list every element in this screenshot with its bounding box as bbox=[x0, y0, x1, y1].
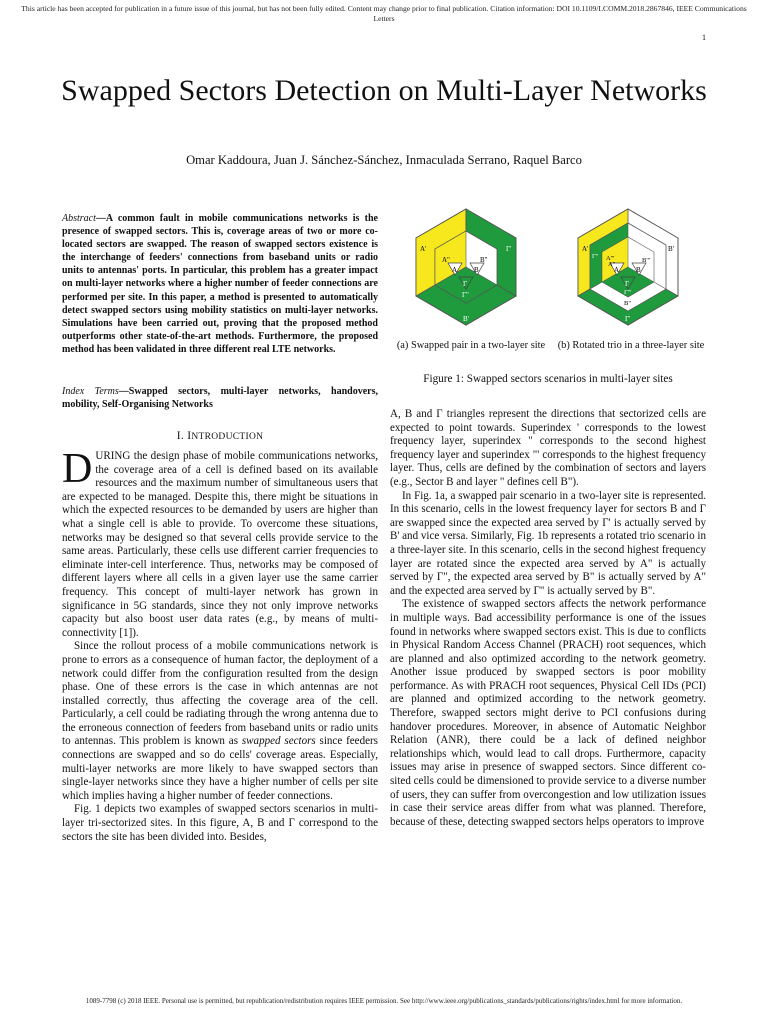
index-terms-text: —Swapped sectors, multi-layer networks, handovers, mobility, Self-Organising Networks bbox=[62, 386, 378, 411]
paragraph-intro-2-text-cont: since feeders connections are swapped and so do cells' coverage areas. Especially, multi-layer networks are more likely to have swapped sectors than single-layer networks since they have a higher number of cells per site which implies having a higher number of feeder connections. bbox=[62, 735, 378, 802]
paragraph-intro-1 bbox=[62, 446, 378, 640]
label-b-gamma: Γ bbox=[625, 280, 630, 288]
paragraph-intro-3: Fig. 1 depicts two examples of swapped sectors scenarios in multi-layer tri-sectorized sites. In this figure, A, B and Γ correspond to the sectors the site has been divided into. Besides, bbox=[62, 803, 378, 843]
page-number: 1 bbox=[702, 33, 706, 42]
paragraph-right-3: The existence of swapped sectors affects the network performance in multiple ways. Bad accessibility performance is one of the issues found in networks where swapped sectors exist. This is due to conflicts in Physical Random Access Channel (PRACH) root sequences, which are planned and also optimized according to the network geometry. Another issue produced by swapped sectors is poor mobility performance. As with PRACH root sequences, Physical Cell IDs (PCI) are planned and optimized according to the network geometry. Therefore, swapped sectors might derive to PCI confusions during handover procedures. Moreover, in absence of Automatic Neighbor Relation (ANR), there could be a lack of defined neighbor relationships which, would lead to call drops. Furthermore, capacity issues may arise in presence of swapped sectors. Since different co-sited cells could be dimensioned to provide service to a diverse number of users, they can suffer from overcongestion and low utilization issues in case their service areas differ from what was planned. Therefore, because of these, detecting swapped sectors helps operators to improve bbox=[390, 598, 706, 828]
paragraph-intro-1-text: URING the design phase of mobile communications networks, the coverage area of a cell is defined based on its available resources and the maximum number of simultaneous users that are expected to be managed. Despite this, there might be situations in which the expected resources to be demanded by users are higher than what a single cell is able to provide. To overcome these situations, networks may be designed so that several cells provide service to the same areas. Particularly, these cells use different carrier frequencies to eliminate inter-cell interference. Thus, networks may be composed of different layers where all cells in a given layer use the same carrier frequency. This concept of multi-layer network has grown in significance in 5G standards, since they not only improve networks capacity but also boost user data rates (e.g., by means of multi-connectivity [1]). bbox=[62, 450, 378, 639]
copyright-footer: 1089-7798 (c) 2018 IEEE. Personal use is permitted, but republication/redistribution requires IEEE permission. See http://www.ieee.org/publications_standards/publications/rights/index.html for more information. bbox=[85, 997, 683, 1005]
label-b-a: A bbox=[614, 266, 620, 274]
abstract-label: Abstract bbox=[62, 213, 96, 224]
label-b-a-triple-prime: A'" bbox=[606, 255, 615, 262]
label-b-gamma-triple-prime: Γ'" bbox=[624, 289, 632, 296]
abstract-text: —A common fault in mobile communications networks is the presence of swapped sectors. This is, coverage areas of two or more co-located sectors are swapped. The reason of swapped sectors existence is the interchange of feeders' connections from baseband units or radio units to antennas' ports. In particular, this problem has a greater impact on multi-layer networks where a higher number of feeder connections are performed per site. In this paper, a method is presented to automatically detect swapped sectors using mobility statistics on multi-layer networks. Simulations have been carried out, proving that the proposed method outperforms other state-of-the-art methods. Furthermore, the proposed method has been validated in three different real LTE networks. bbox=[62, 213, 378, 355]
label-b-gamma-prime: Γ' bbox=[625, 315, 631, 323]
drop-cap: D bbox=[62, 446, 93, 492]
label-gamma-double-prime: Γ" bbox=[462, 291, 469, 299]
label-b-b-double-prime: B" bbox=[624, 300, 631, 307]
index-terms bbox=[62, 385, 378, 411]
label-a-double-prime: A" bbox=[442, 256, 450, 264]
author-list: Omar Kaddoura, Juan J. Sánchez-Sánchez, Inmaculada Serrano, Raquel Barco bbox=[186, 153, 582, 167]
figure-1a-caption: (a) Swapped pair in a two-layer site bbox=[396, 340, 546, 351]
paragraph-intro-2 bbox=[62, 640, 378, 803]
label-b-prime: B' bbox=[463, 315, 469, 323]
label-b-b: B bbox=[636, 266, 641, 274]
label-gamma: Γ bbox=[463, 280, 468, 288]
section-number: I. bbox=[176, 430, 185, 442]
index-terms-label: Index Terms bbox=[62, 386, 119, 397]
label-b-gamma-double-prime: Γ" bbox=[592, 253, 599, 260]
right-column-body bbox=[390, 408, 706, 829]
figure-1b-caption: (b) Rotated trio in a three-layer site bbox=[557, 340, 705, 351]
journal-banner: This article has been accepted for publication in a future issue of this journal, but has not been fully edited. Content may change prior to final publication. Citation information: DOI 10.1109/LCOMM.2018.2867846, IEEE Communications Letters bbox=[21, 4, 747, 23]
emphasis-swapped-sectors: swapped sectors bbox=[241, 735, 316, 748]
label-b-b-triple-prime: B'" bbox=[642, 257, 651, 264]
figure-1-diagrams bbox=[400, 207, 710, 327]
label-b-b-prime: B' bbox=[668, 245, 674, 253]
paragraph-intro-2-text: Since the rollout process of a mobile communications network is prone to errors as a consequence of human factor, the deployment of a network could differ from the configuration resulted from the design phase. One of these errors is the case in which antennas are not installed correctly, thus affecting the coverage area of the cell. Particularly, a cell could be radiating through the wrong antenna due to the erroneous connection of feeders from baseband units or radio units to antennas. This problem is known as bbox=[62, 640, 378, 748]
paragraph-right-1: A, B and Γ triangles represent the directions that sectorized cells are expected to point towards. Superindex ' corresponds to the lowest frequency layer, superindex " corresponds to the second highest frequency layer and superindex "' corresponds to the highest frequency layer. Thus, cells are defined by the combination of sectors and layers (e.g., Sector B and layer " defines cell B"). bbox=[390, 408, 706, 488]
section-heading-introduction bbox=[62, 430, 378, 442]
section-title-rest: NTRODUCTION bbox=[191, 432, 264, 442]
figure-1a-swapped-pair bbox=[416, 209, 516, 325]
label-b: B bbox=[474, 266, 479, 274]
abstract bbox=[62, 212, 378, 356]
left-column-body bbox=[62, 446, 378, 844]
section-first-letter: I bbox=[187, 430, 192, 442]
paragraph-right-2: In Fig. 1a, a swapped pair scenario in a two-layer site is represented. In this scenario, cells in the lowest frequency layer for sectors B and Γ are swapped since the expected area served by Γ' is actually served by B' and vice versa. Similarly, Fig. 1b represents a rotated trio scenario in a three-layer site. In this scenario, cells in the second highest frequency layer are rotated since the expected area served by A" is actually served by Γ", the expected area served by B" is actually served by A" and the expected area served by Γ" is actually served by B". bbox=[390, 489, 706, 597]
label-b-a-double-prime: A" bbox=[608, 261, 616, 268]
label-a-prime: A' bbox=[420, 245, 427, 253]
figure-1b-rotated-trio bbox=[578, 209, 678, 325]
paper-title: Swapped Sectors Detection on Multi-Layer Networks bbox=[61, 74, 707, 107]
label-b-double-prime: B" bbox=[480, 256, 488, 264]
figure-1-caption: Figure 1: Swapped sectors scenarios in multi-layer sites bbox=[423, 373, 673, 385]
label-b-a-prime: A' bbox=[582, 245, 589, 253]
label-gamma-prime: Γ' bbox=[506, 245, 512, 253]
label-a: A bbox=[452, 266, 458, 274]
